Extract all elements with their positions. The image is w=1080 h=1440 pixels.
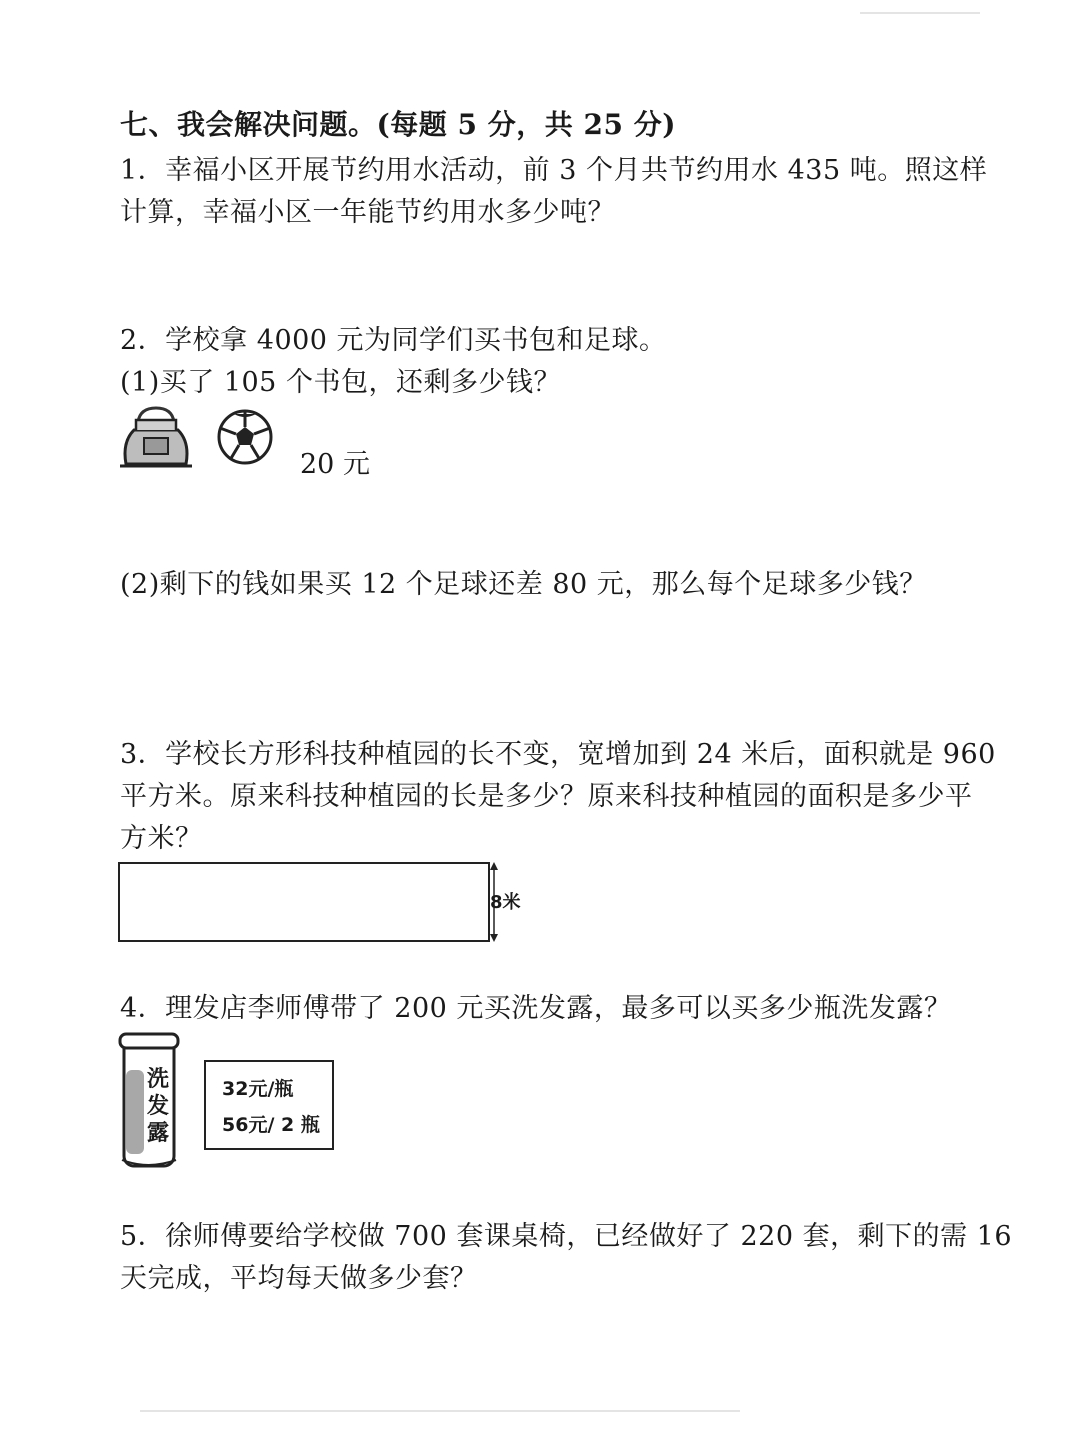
width-label: 8米: [490, 892, 521, 913]
q5-text-line2: 天完成，平均每天做多少套？: [120, 1263, 478, 1294]
scan-artifact-bottom: [140, 1410, 740, 1412]
section-title: 七、我会解决问题。(每题 5 分，共 25 分): [120, 108, 676, 141]
q2-part2-text: (2)剩下的钱如果买 12 个足球还差 80 元，那么每个足球多少钱？: [120, 569, 927, 600]
price-pair: 56元/ 2 瓶: [222, 1114, 320, 1136]
q3-text-line1: 3．学校长方形科技种植园的长不变，宽增加到 24 米后，面积就是 960: [120, 739, 996, 770]
q4-text-line1: 4．理发店李师傅带了 200 元买洗发露，最多可以买多少瓶洗发露？: [120, 993, 952, 1024]
q3-text-line3: 方米？: [120, 823, 203, 854]
bottle-label: 洗发露: [147, 1067, 170, 1146]
shampoo-price-box: [204, 1060, 334, 1150]
price-single: 32元/瓶: [222, 1078, 294, 1100]
soccer-ball-icon: [216, 408, 274, 466]
garden-rectangle: [118, 862, 490, 942]
q2-text-line1: 2．学校拿 4000 元为同学们买书包和足球。: [120, 325, 667, 356]
q1-text-line1: 1．幸福小区开展节约用水活动，前 3 个月共节约用水 435 吨。照这样: [120, 155, 988, 186]
q1-text-line2: 计算，幸福小区一年能节约用水多少吨？: [120, 197, 615, 228]
q2-part1-text: (1)买了 105 个书包，还剩多少钱？: [120, 367, 561, 398]
q3-text-line2: 平方米。原来科技种植园的长是多少？原来科技种植园的面积是多少平: [120, 781, 973, 812]
schoolbag-icon: [116, 404, 196, 472]
ball-price-label: 20 元: [300, 449, 370, 480]
q5-text-line1: 5．徐师傅要给学校做 700 套课桌椅，已经做好了 220 套，剩下的需 16: [120, 1221, 1013, 1252]
scan-artifact-top: [860, 12, 980, 14]
